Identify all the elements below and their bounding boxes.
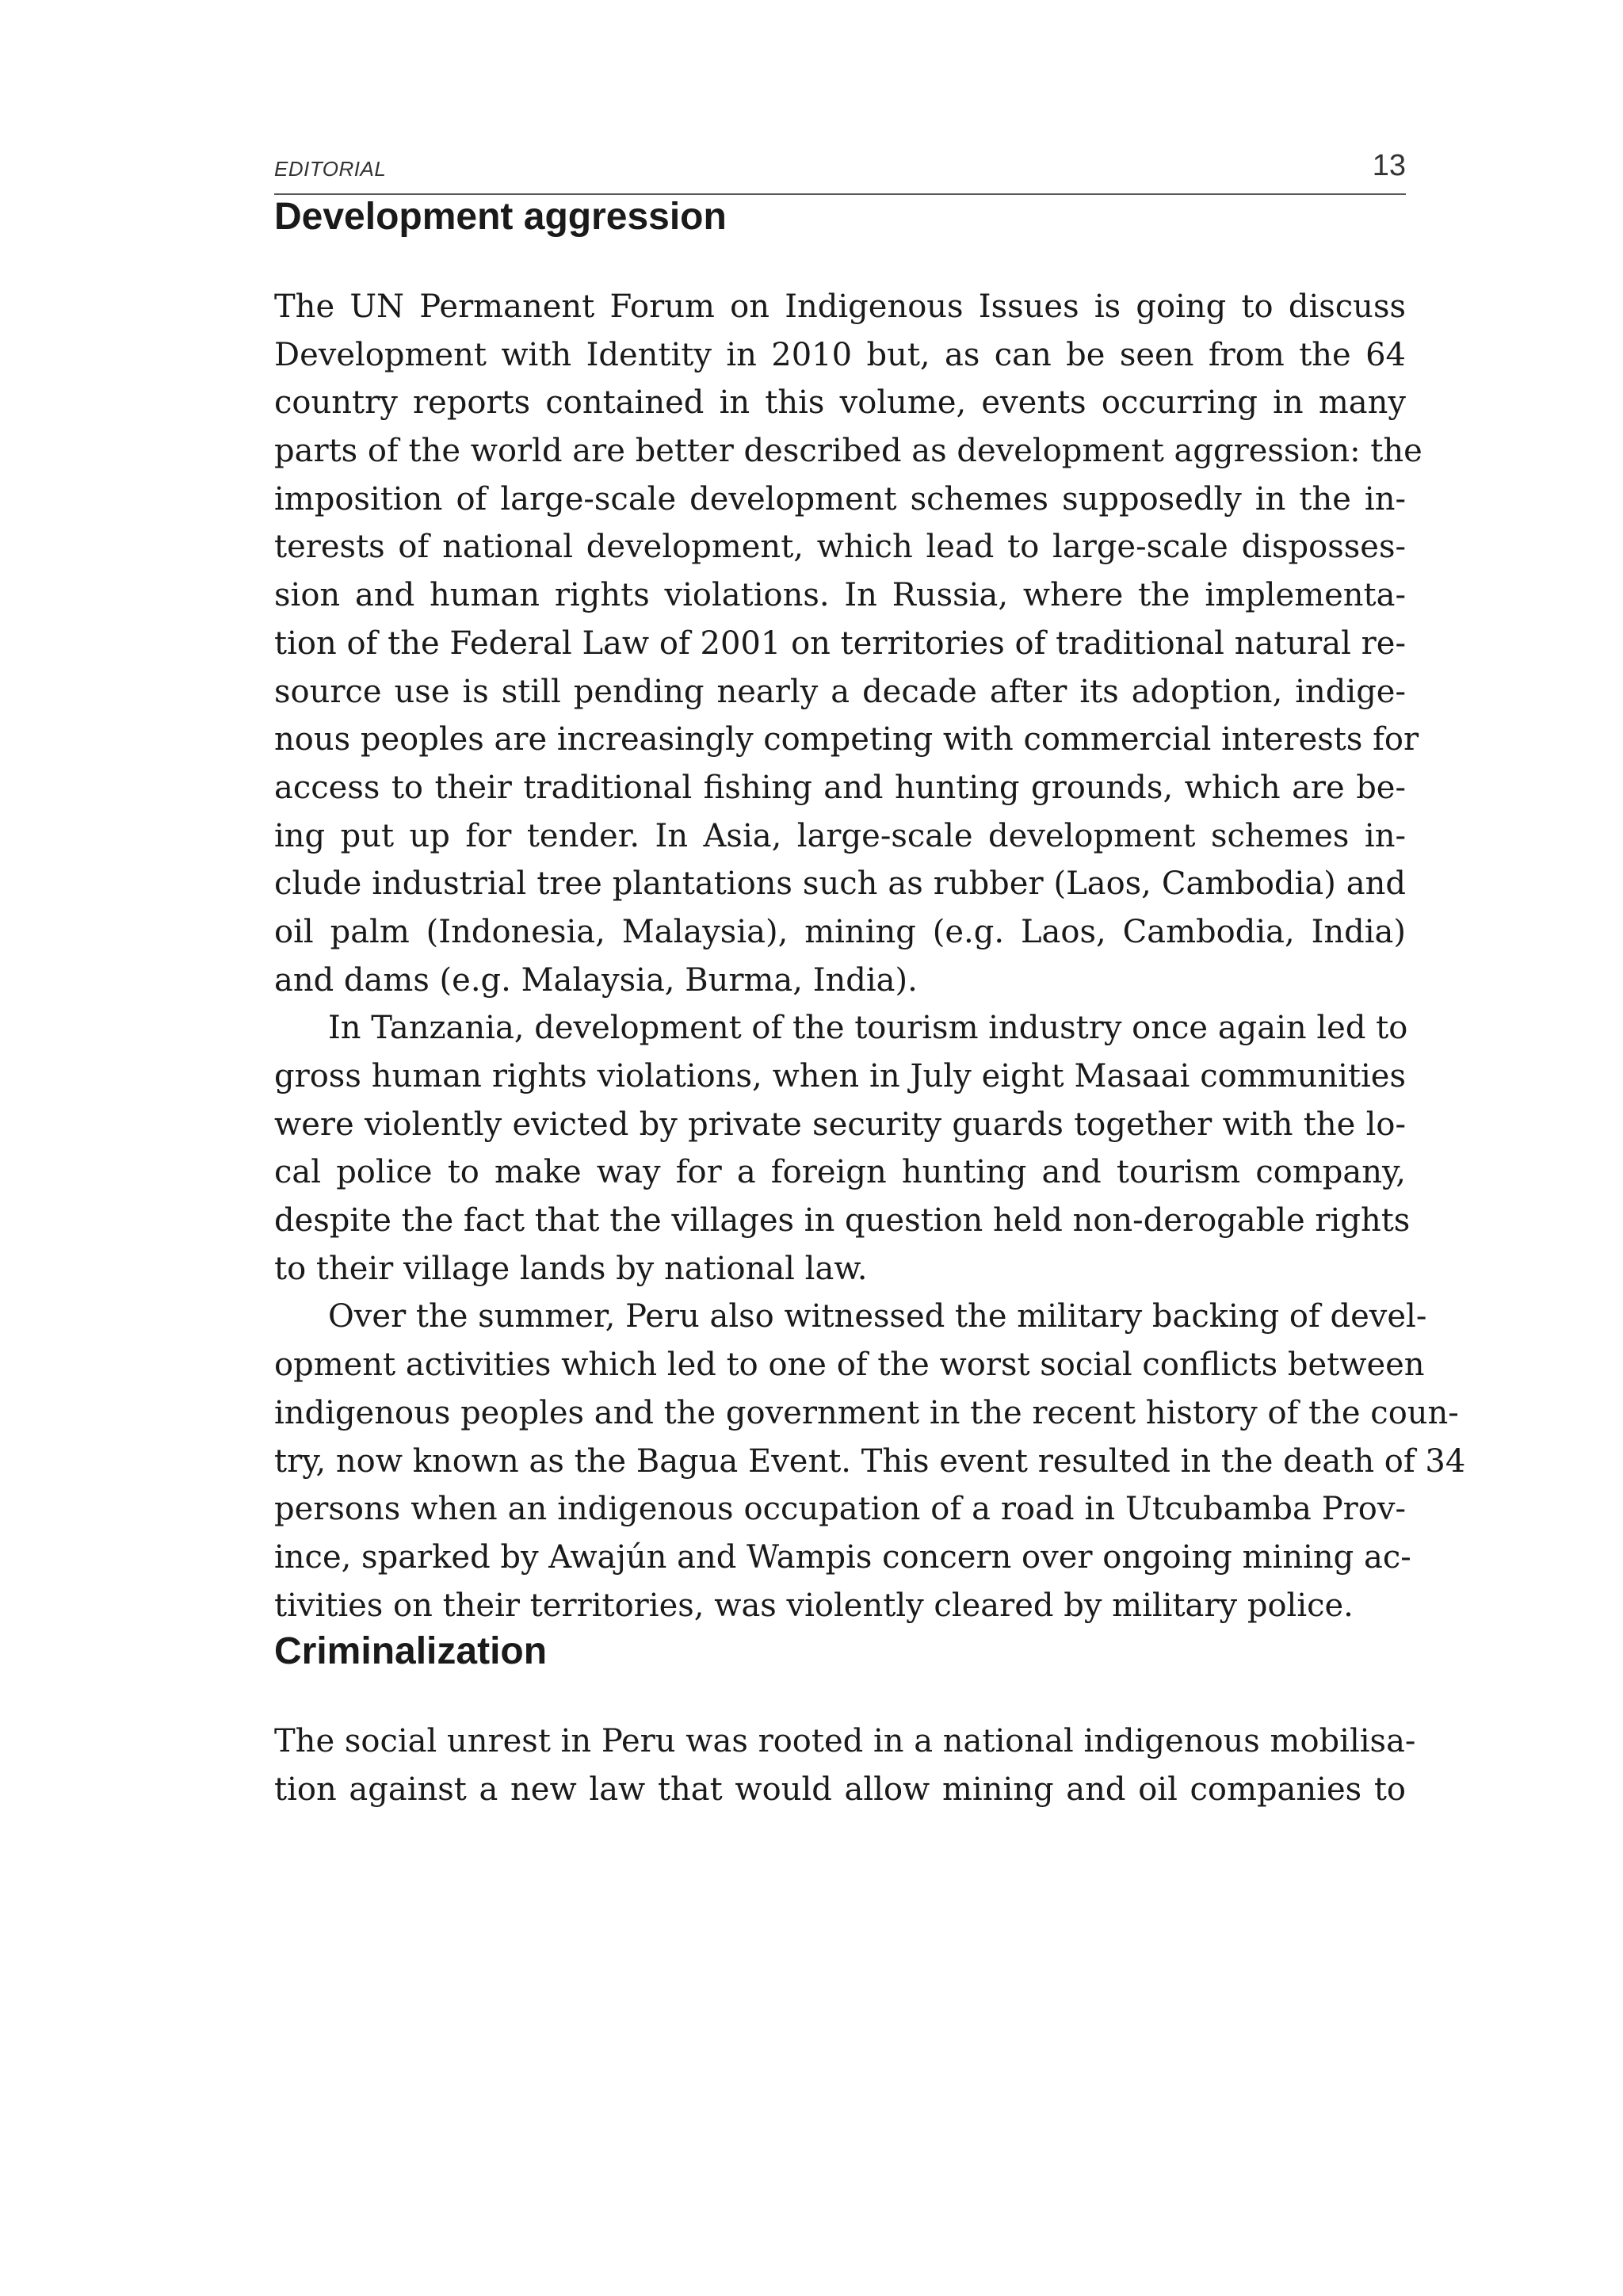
text-line: parts of the world are better described as development aggression: the — [274, 433, 1423, 470]
paragraph — [274, 1717, 1416, 1813]
text-line: and dams (e.g. Malaysia, Burma, India). — [274, 961, 918, 999]
text-line: In Tanzania, development of the tourism industry once again led to — [328, 1010, 1408, 1047]
text-line: tion against a new law that would allow mining and oil companies to — [274, 1771, 1406, 1808]
text-line: despite the fact that the villages in question held non-derogable rights — [274, 1202, 1411, 1240]
section-body-development-aggression — [274, 283, 1466, 1629]
running-header-section: EDITORIAL — [274, 157, 387, 181]
text-line: opment activities which led to one of the worst social conflicts between — [274, 1347, 1425, 1384]
text-line: ing put up for tender. In Asia, large-scale development schemes in- — [274, 817, 1406, 854]
text-line: to their village lands by national law. — [274, 1250, 868, 1287]
paragraph — [274, 1004, 1411, 1293]
text-line: try, now known as the Bagua Event. This event resulted in the death of 34 — [274, 1442, 1466, 1480]
text-line: The social unrest in Peru was rooted in a national indigenous mobilisa- — [274, 1723, 1416, 1760]
text-line: ince, sparked by Awajún and Wampis concern over ongoing mining ac- — [274, 1538, 1411, 1576]
section-body-criminalization — [274, 1717, 1416, 1813]
section-heading-development-aggression: Development aggression — [274, 196, 727, 238]
book-page — [274, 149, 1466, 1814]
text-line: country reports contained in this volume, events occurring in many — [274, 384, 1406, 422]
text-line: tion of the Federal Law of 2001 on territories of traditional natural re- — [274, 625, 1406, 662]
text-line: cal police to make way for a foreign hunting and tourism company, — [274, 1154, 1406, 1191]
text-line: terests of national development, which lead to large-scale disposses- — [274, 529, 1406, 566]
text-line: gross human rights violations, when in July eight Masaai communities — [274, 1058, 1406, 1095]
text-line: tivities on their territories, was violently cleared by military police. — [274, 1587, 1354, 1624]
page-number: 13 — [1372, 149, 1406, 182]
paragraph — [274, 1293, 1466, 1629]
running-header — [274, 151, 1406, 195]
paragraph — [274, 283, 1423, 1004]
text-line: Development with Identity in 2010 but, as can be seen from the 64 — [274, 336, 1406, 373]
text-line: oil palm (Indonesia, Malaysia), mining (e.g. Laos, Cambodia, India) — [274, 913, 1406, 950]
text-line: Over the summer, Peru also witnessed the military backing of devel- — [328, 1298, 1427, 1335]
text-line: indigenous peoples and the government in the recent history of the coun- — [274, 1394, 1459, 1431]
section-heading-criminalization: Criminalization — [274, 1630, 548, 1673]
text-line: nous peoples are increasingly competing with commercial interests for — [274, 721, 1419, 758]
text-line: were violently evicted by private security guards together with the lo- — [274, 1106, 1406, 1143]
text-line: The UN Permanent Forum on Indigenous Issues is going to discuss — [274, 288, 1406, 325]
text-line: clude industrial tree plantations such as rubber (Laos, Cambodia) and — [274, 865, 1406, 903]
text-line: sion and human rights violations. In Russia, where the implementa- — [274, 577, 1406, 614]
text-line: persons when an indigenous occupation of a road in Utcubamba Prov- — [274, 1491, 1406, 1528]
text-line: imposition of large-scale development schemes supposedly in the in- — [274, 480, 1406, 518]
text-line: source use is still pending nearly a decade after its adoption, indige- — [274, 673, 1406, 710]
text-line: access to their traditional fishing and hunting grounds, which are be- — [274, 769, 1406, 806]
